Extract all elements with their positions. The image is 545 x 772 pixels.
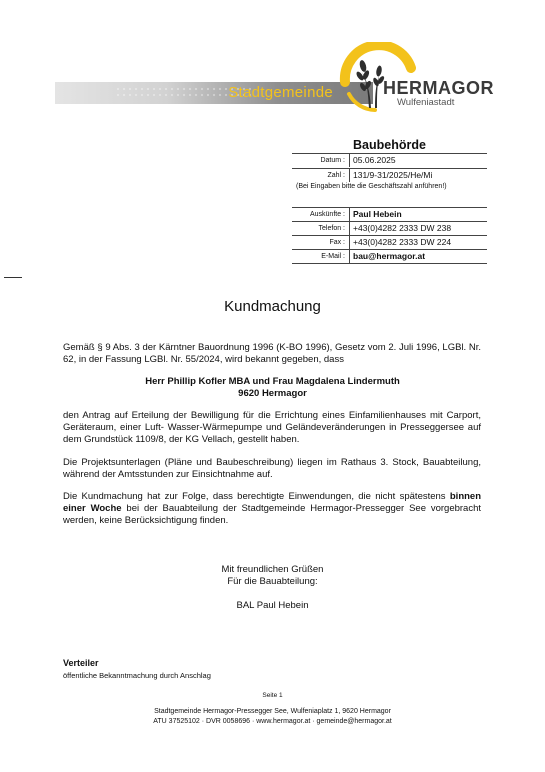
closing-department: Für die Bauabteilung: <box>227 576 318 587</box>
footer-address: Stadtgemeinde Hermagor-Pressegger See, Wulfeniaplatz 1, 9620 Hermagor <box>154 708 391 715</box>
page-number: Seite 1 <box>262 692 283 699</box>
distribution-item: öffentliche Bekanntmachung durch Anschlag <box>63 671 211 680</box>
phone-label: Telefon : <box>292 222 350 235</box>
date-label: Datum : <box>292 154 350 167</box>
reference-row <box>292 154 487 168</box>
fax-label: Fax : <box>292 236 350 249</box>
fold-mark <box>4 277 22 278</box>
distribution-heading: Verteiler <box>63 658 99 668</box>
contact-person: Paul Hebein <box>353 209 402 219</box>
fax-value: +43(0)4282 2333 DW 224 <box>353 237 452 247</box>
reference-note: (Bei Eingaben bitte die Geschäftszahl anführen!) <box>296 183 447 190</box>
deadline-text: binnen einer Woche <box>63 491 482 514</box>
file-number-label: Zahl : <box>292 169 350 182</box>
footer-ids: ATU 37525102 · DVR 0058696 · www.hermagor.at · gemeinde@hermagor.at <box>153 718 392 725</box>
contact-label: Auskünfte : <box>292 208 350 221</box>
objection-paragraph <box>63 491 481 527</box>
objection-text-a: Die Kundmachung hat zur Folge, dass berechtigte Einwendungen, die nicht spätestens <box>63 491 446 502</box>
email-value: bau@hermagor.at <box>353 251 426 261</box>
intro-paragraph: Gemäß § 9 Abs. 3 der Kärntner Bauordnung 1996 (K-BO 1996), Gesetz vom 2. Juli 1996, LGBl. Nr. 62, in der Fassung LGBl. Nr. 55/2024, wird bekannt gegeben, dass <box>63 342 481 365</box>
header-banner <box>55 82 373 104</box>
contact-row <box>292 208 487 222</box>
documents-paragraph: Die Projektsunterlagen (Pläne und Baubeschreibung) liegen im Rathaus 3. Stock, Bauabteilung, während der Amtsstunden zur Einsichtnahme auf. <box>63 457 481 480</box>
objection-text-b: bei der Bauabteilung der Stadtgemeinde Hermagor-Pressegger See vorgebracht werden, keine Berücksichtigung finden. <box>63 503 482 526</box>
contact-row <box>292 250 487 264</box>
brand-name: HERMAGOR <box>383 78 494 98</box>
applicant-names: Herr Phillip Kofler MBA und Frau Magdalena Lindermuth <box>145 376 400 387</box>
phone-value: +43(0)4282 2333 DW 238 <box>353 223 452 233</box>
file-number-value: 131/9-31/2025/He/Mi <box>353 170 433 180</box>
page-title: Kundmachung <box>224 298 321 315</box>
application-paragraph: den Antrag auf Erteilung der Bewilligung für die Errichtung eines Einfamilienhauses mit Carport, Geräteraum, einer Luft- Wasser-Wärmepumpe und Geländeveränderungen in Presseggersee auf dem Grundstück 1109/8, der KG Vellach, gestellt haben. <box>63 410 481 445</box>
contact-row <box>292 236 487 250</box>
brand-subtitle: Wulfeniastadt <box>397 97 455 108</box>
banner-text: Stadtgemeinde <box>228 84 333 101</box>
reference-table <box>292 153 487 183</box>
closing-greeting: Mit freundlichen Grüßen <box>221 564 324 575</box>
applicant-place: 9620 Hermagor <box>238 388 307 399</box>
date-value: 05.06.2025 <box>353 155 396 165</box>
email-label: E-Mail : <box>292 250 350 263</box>
contact-row <box>292 222 487 236</box>
contact-table <box>292 207 487 263</box>
department-title: Baubehörde <box>353 138 426 152</box>
signature-name: BAL Paul Hebein <box>236 600 309 611</box>
reference-row <box>292 169 487 183</box>
